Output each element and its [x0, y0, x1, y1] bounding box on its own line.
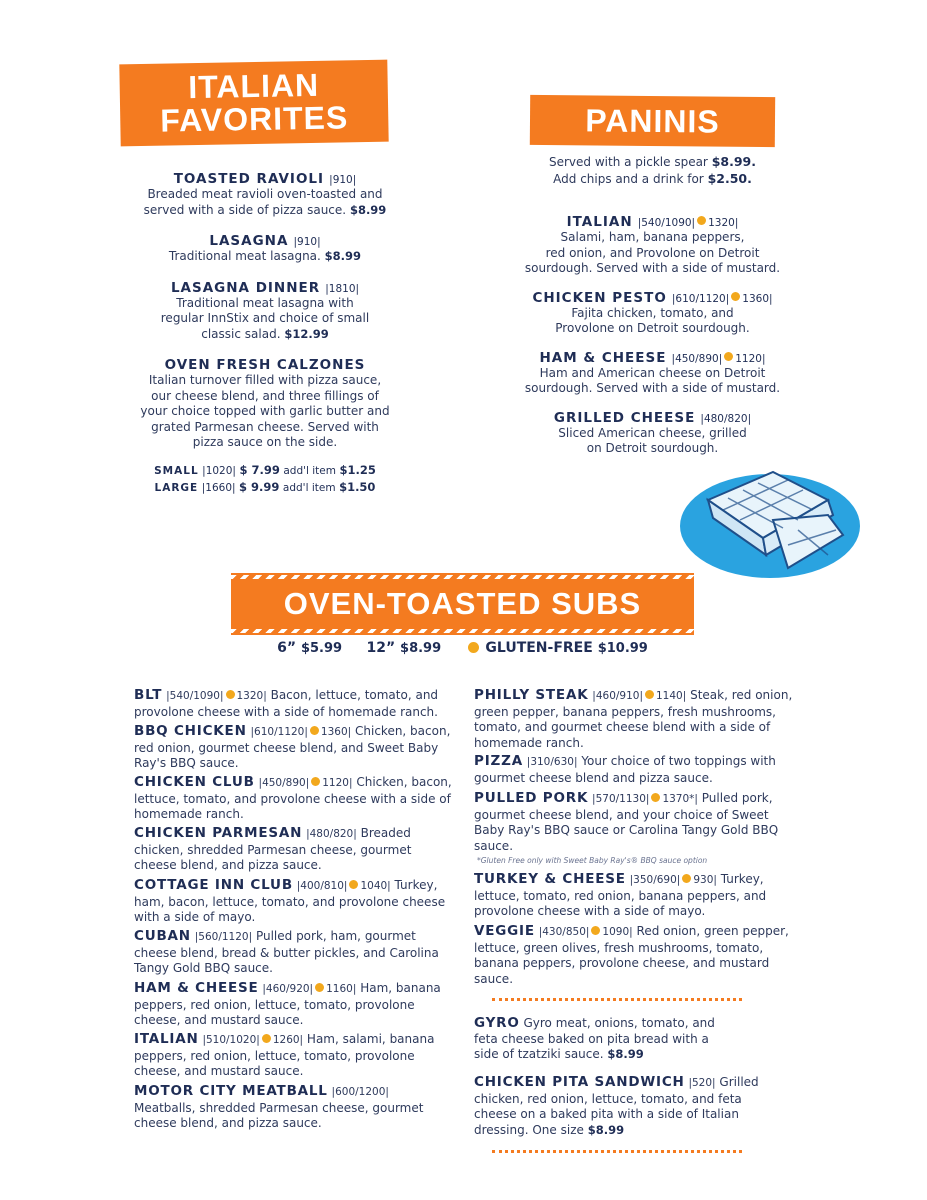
gluten-free-icon: [468, 642, 479, 653]
sub-veggie: VEGGIE |430/850| 1090| Red onion, green pepper, lettuce, green olives, fresh mushrooms, tomato, banana peppers, provolone cheese, and mustard sauce.: [474, 923, 789, 986]
sub-turkey-cheese: TURKEY & CHEESE |350/690| 930| Turkey, lettuce, tomato, red onion, banana peppers, and provolone cheese with a side of mayo.: [474, 871, 767, 918]
gluten-free-icon: [645, 690, 654, 699]
panini-chicken-pesto: CHICKEN PESTO |610/1120| 1360| Fajita chicken, tomato, and Provolone on Detroit sourdough.: [532, 289, 773, 335]
paninis-intro: Served with a pickle spear $8.99. Add chips and a drink for $2.50.: [549, 154, 756, 186]
italian-heading-line1: ITALIAN: [187, 66, 320, 106]
paninis-banner: [530, 95, 775, 147]
sub-blt: BLT |540/1090| 1320| Bacon, lettuce, tomato, and provolone cheese with a side of homemade ranch.: [134, 687, 439, 719]
subs-banner: [231, 573, 694, 635]
calzone-large-row: LARGE |1660| $ 9.99 add'l item $1.50: [154, 479, 376, 494]
gluten-free-icon: [724, 352, 733, 361]
menu-item-toasted-ravioli: TOASTED RAVIOLI |910| Breaded meat ravioli oven-toasted and served with a side of pizza sauce. $8.99: [143, 171, 387, 217]
menu-item-lasagna: LASAGNA |910| Traditional meat lasagna. $8.99: [168, 233, 362, 263]
calzone-small-row: SMALL |1020| $ 7.99 add'l item $1.25: [154, 462, 376, 477]
gluten-free-icon: [682, 874, 691, 883]
sub-cuban: CUBAN |560/1120| Pulled pork, ham, gourmet cheese blend, bread & butter pickles, and Carolina Tangy Gold BBQ sauce.: [134, 928, 439, 975]
sub-chicken-club: CHICKEN CLUB |450/890| 1120| Chicken, bacon, lettuce, tomato, and provolone cheese with a side of homemade ranch.: [134, 774, 452, 821]
gluten-free-footnote: *Gluten Free only with Sweet Baby Ray's® BBQ sauce option: [477, 856, 708, 865]
panini-italian: ITALIAN |540/1090| 1320| Salami, ham, banana peppers, red onion, and Provolone on Detroit sourdough. Served with a side of mustard.: [524, 214, 781, 275]
panini-ham-cheese: HAM & CHEESE |450/890| 1120| Ham and American cheese on Detroit sourdough. Served with a side of mustard.: [524, 349, 781, 395]
subs-heading: OVEN-TOASTED SUBS: [283, 586, 642, 621]
gluten-free-icon: [226, 690, 235, 699]
sub-italian: ITALIAN |510/1020| 1260| Ham, salami, banana peppers, red onion, lettuce, tomato, provolone cheese, and mustard sauce.: [134, 1031, 435, 1078]
divider-dots: [492, 998, 742, 1001]
italian-items: [125, 168, 405, 494]
gluten-free-icon: [262, 1034, 271, 1043]
sub-motor-city-meatball: MOTOR CITY MEATBALL |600/1200| Meatballs, shredded Parmesan cheese, gourmet cheese blend, and pizza sauce.: [134, 1083, 424, 1130]
gluten-free-icon: [731, 292, 740, 301]
panini-grilled-cheese: GRILLED CHEESE |480/820| Sliced American cheese, grilled on Detroit sourdough.: [553, 409, 752, 455]
italian-favorites-banner: [119, 60, 388, 147]
paninis-heading: PANINIS: [585, 102, 720, 140]
sub-ham-cheese: HAM & CHEESE |460/920| 1160| Ham, banana peppers, red onion, lettuce, tomato, provolone cheese, and mustard sauce.: [134, 980, 441, 1027]
gluten-free-icon: [349, 880, 358, 889]
sub-pizza: PIZZA |310/630| Your choice of two toppings with gourmet cheese blend and pizza sauce.: [474, 753, 776, 785]
gluten-free-icon: [651, 793, 660, 802]
sub-cottage-inn-club: COTTAGE INN CLUB |400/810| 1040| Turkey, ham, bacon, lettuce, tomato, and provolone cheese with a side of mayo.: [134, 877, 446, 924]
menu-item-oven-fresh-calzones: OVEN FRESH CALZONES Italian turnover filled with pizza sauce, our cheese blend, and three fillings of your choice topped with garlic butter and grated Parmesan cheese. Served with pizza sauce on the side.: [140, 357, 390, 449]
gluten-free-icon: [311, 777, 320, 786]
italian-heading-line2: FAVORITES: [159, 99, 349, 139]
sub-chicken-parmesan: CHICKEN PARMESAN |480/820| Breaded chicken, shredded Parmesan cheese, gourmet cheese blend, and pizza sauce.: [134, 825, 412, 872]
menu-item-lasagna-dinner: LASAGNA DINNER |1810| Traditional meat lasagna with regular InnStix and choice of small classic salad. $12.99: [160, 279, 370, 341]
panini-illustration: [678, 460, 863, 582]
subs-pricing-row: 6” $5.99 12” $8.99 GLUTEN-FREE $10.99: [277, 640, 648, 656]
gluten-free-icon: [591, 926, 600, 935]
divider-dots: [492, 1150, 742, 1153]
sub-philly-steak: PHILLY STEAK |460/910| 1140| Steak, red onion, green pepper, banana peppers, fresh mushrooms, tomato, and gourmet cheese blend with a side of homemade ranch.: [474, 687, 793, 750]
gluten-free-icon: [697, 216, 706, 225]
gluten-free-icon: [315, 983, 324, 992]
pita-chicken-sandwich: CHICKEN PITA SANDWICH |520| Grilled chicken, red onion, lettuce, tomato, and feta cheese on a baked pita with a side of Italian dressing. One size $8.99: [474, 1074, 759, 1137]
gluten-free-icon: [310, 726, 319, 735]
sub-bbq-chicken: BBQ CHICKEN |610/1120| 1360| Chicken, bacon, red onion, gourmet cheese blend, and Sweet Baby Ray's BBQ sauce.: [134, 723, 451, 770]
sub-pulled-pork: PULLED PORK |570/1130| 1370*| Pulled pork, gourmet cheese blend, and your choice of Sweet Baby Ray's BBQ sauce or Carolina Tangy Gold BBQ sauce.: [474, 790, 779, 853]
pita-gyro: GYRO Gyro meat, onions, tomato, and feta cheese baked on pita bread with a side of tzatziki sauce. $8.99: [474, 1015, 715, 1061]
paninis-items: [505, 211, 800, 457]
